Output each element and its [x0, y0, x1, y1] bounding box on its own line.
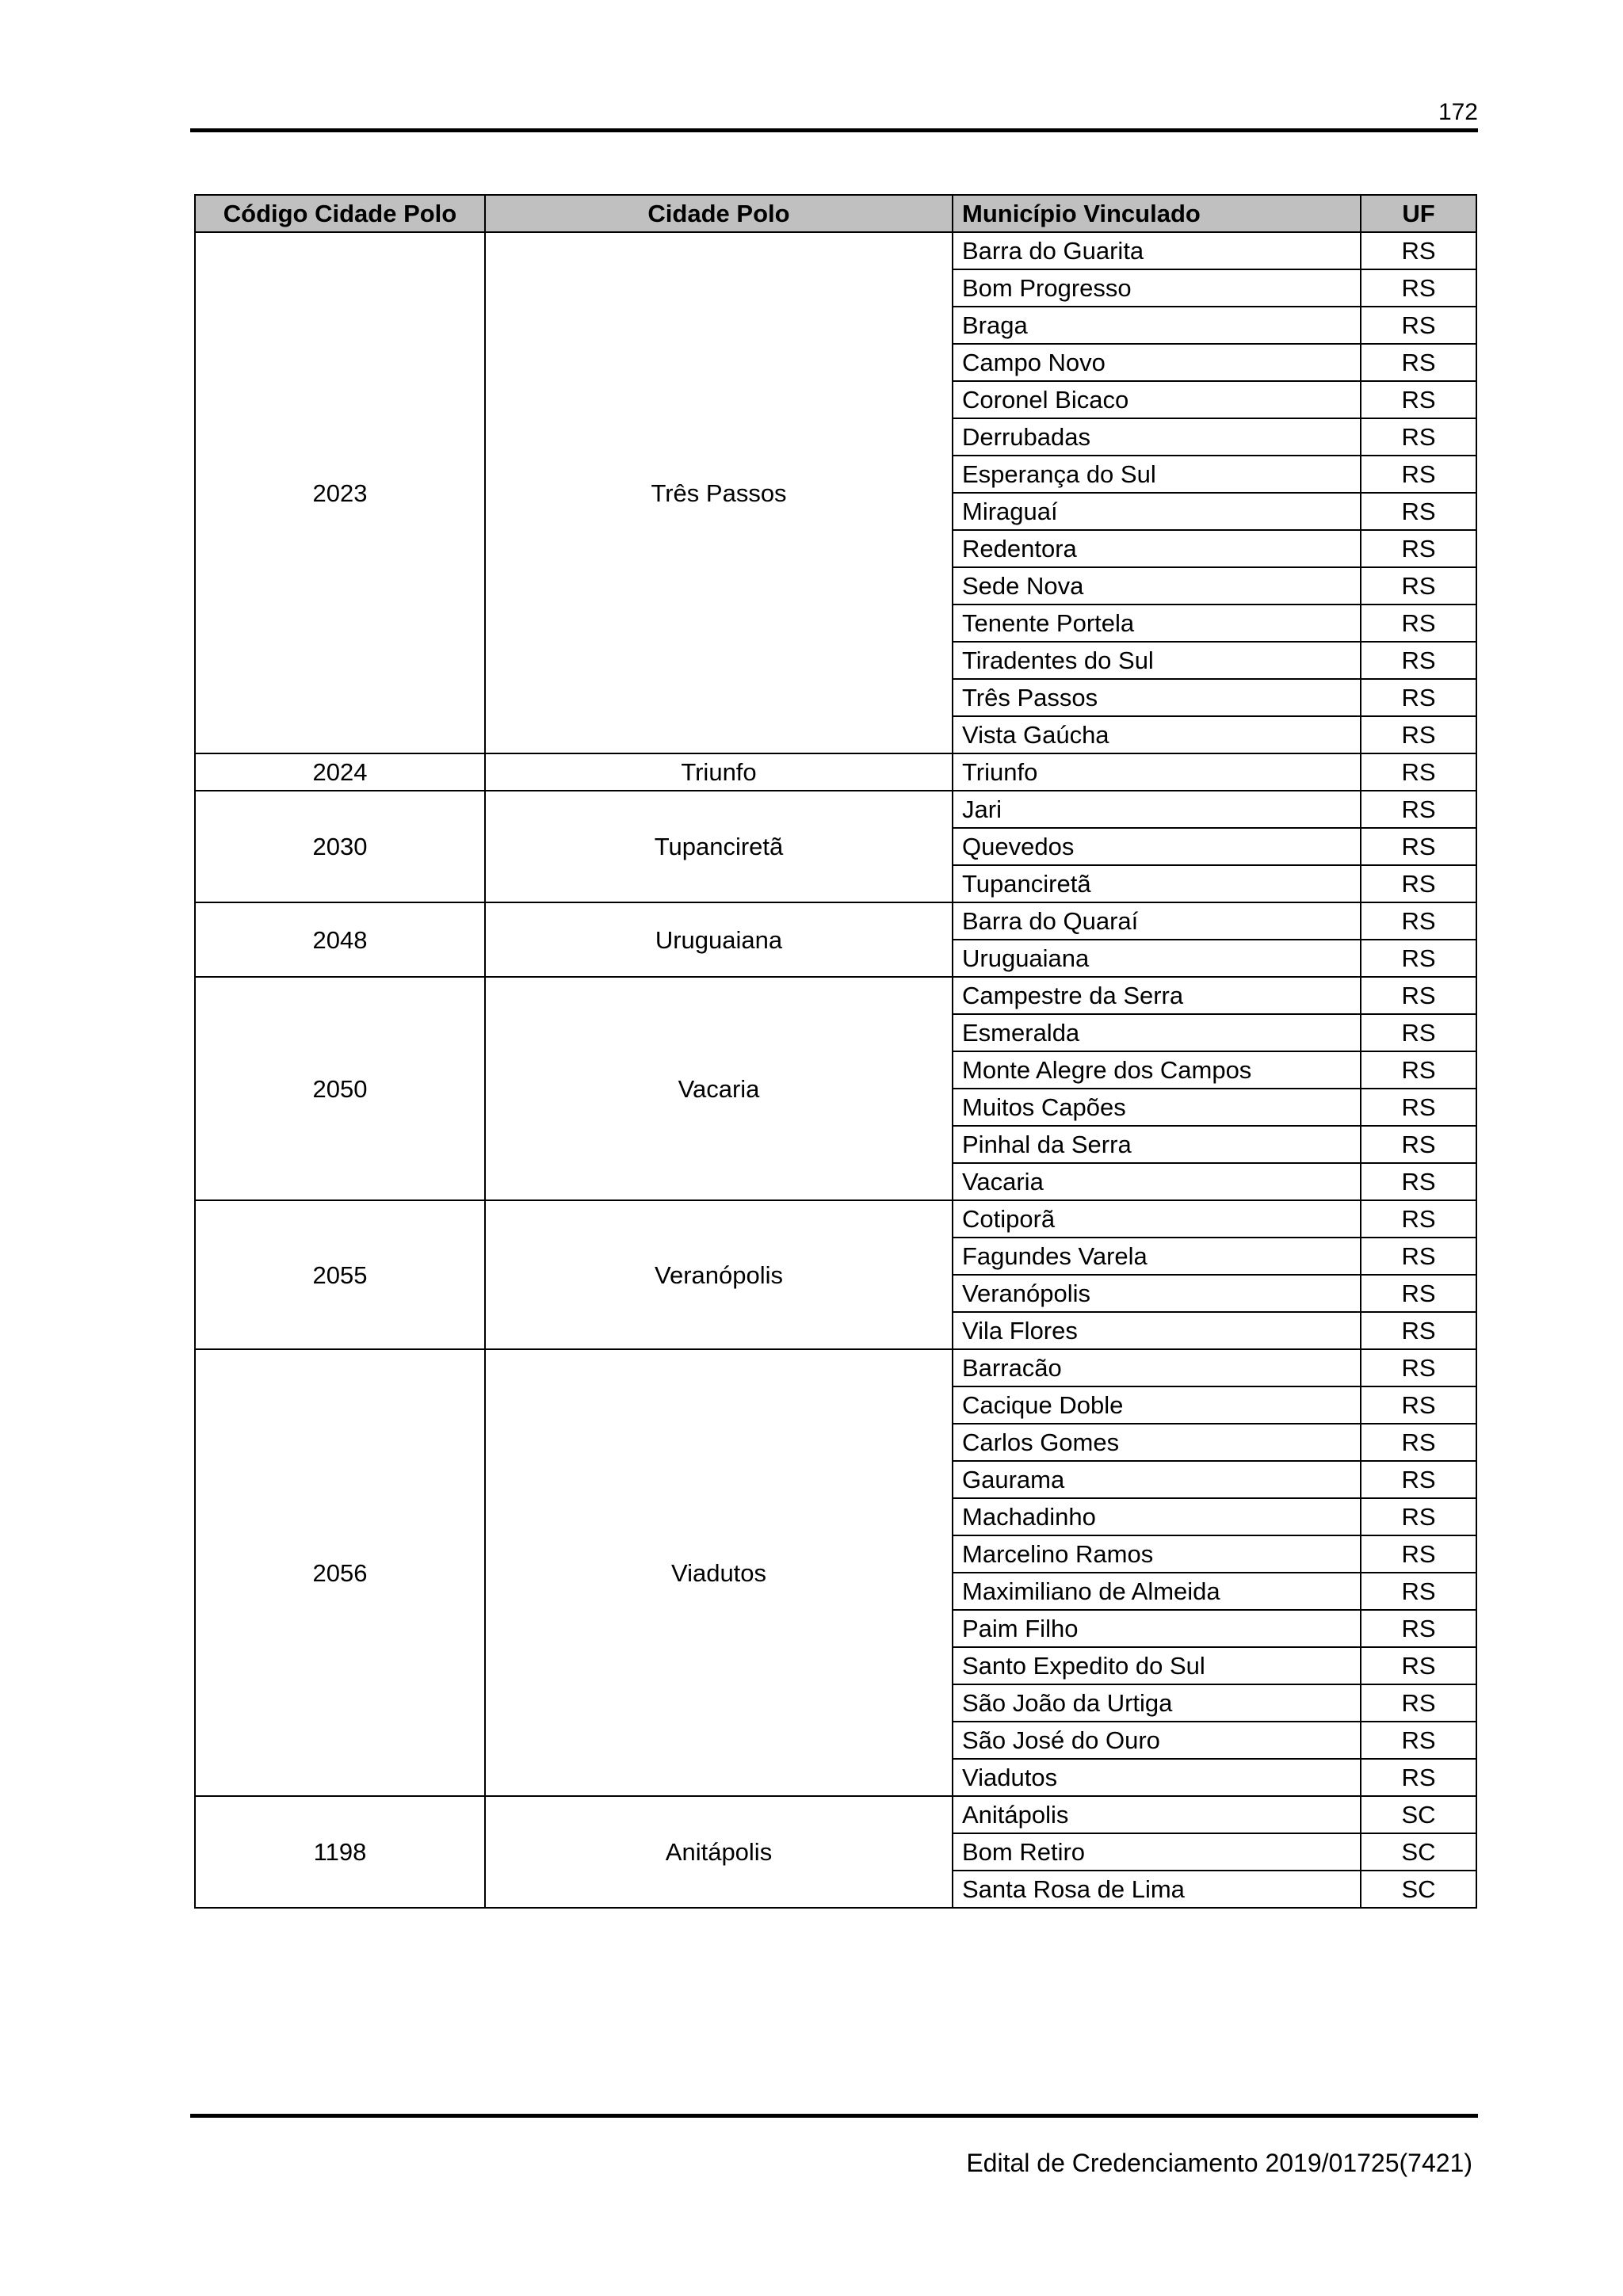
table-body: [195, 232, 1476, 1908]
uf-cell: RS: [1361, 1238, 1476, 1275]
table-row: [195, 232, 1476, 269]
uf-cell: RS: [1361, 269, 1476, 307]
table-row: [195, 791, 1476, 828]
table-row: [195, 1200, 1476, 1238]
uf-cell: RS: [1361, 1312, 1476, 1349]
municipio-vinculado-cell: Paim Filho: [953, 1610, 1361, 1647]
municipio-vinculado-cell: Braga: [953, 307, 1361, 344]
cidade-polo-cell: Anitápolis: [485, 1796, 953, 1908]
municipio-vinculado-cell: Quevedos: [953, 828, 1361, 865]
municipio-vinculado-cell: Santo Expedito do Sul: [953, 1647, 1361, 1684]
municipio-vinculado-cell: Campestre da Serra: [953, 977, 1361, 1014]
municipio-vinculado-cell: Sede Nova: [953, 567, 1361, 605]
municipio-vinculado-cell: Bom Progresso: [953, 269, 1361, 307]
municipio-vinculado-cell: Triunfo: [953, 753, 1361, 791]
uf-cell: RS: [1361, 902, 1476, 940]
table-row: [195, 902, 1476, 940]
table-row: [195, 753, 1476, 791]
page-number: 172: [1438, 99, 1478, 125]
codigo-cidade-polo-cell: 2030: [195, 791, 485, 902]
uf-cell: RS: [1361, 791, 1476, 828]
uf-cell: RS: [1361, 1759, 1476, 1796]
uf-cell: RS: [1361, 344, 1476, 381]
municipio-vinculado-cell: Jari: [953, 791, 1361, 828]
uf-cell: RS: [1361, 307, 1476, 344]
uf-cell: RS: [1361, 1461, 1476, 1498]
uf-cell: RS: [1361, 1722, 1476, 1759]
municipio-vinculado-cell: Anitápolis: [953, 1796, 1361, 1833]
header-cidade-polo: Cidade Polo: [485, 195, 953, 232]
uf-cell: RS: [1361, 716, 1476, 753]
municipio-vinculado-cell: Tenente Portela: [953, 605, 1361, 642]
table-row: [195, 977, 1476, 1014]
uf-cell: RS: [1361, 1163, 1476, 1200]
municipio-vinculado-cell: Cotiporã: [953, 1200, 1361, 1238]
municipio-vinculado-cell: Veranópolis: [953, 1275, 1361, 1312]
uf-cell: RS: [1361, 1089, 1476, 1126]
municipio-vinculado-cell: Redentora: [953, 530, 1361, 567]
uf-cell: RS: [1361, 940, 1476, 977]
municipio-vinculado-cell: Três Passos: [953, 679, 1361, 716]
municipio-vinculado-cell: Vila Flores: [953, 1312, 1361, 1349]
uf-cell: RS: [1361, 418, 1476, 456]
codigo-cidade-polo-cell: 2048: [195, 902, 485, 977]
municipio-vinculado-cell: Machadinho: [953, 1498, 1361, 1535]
municipio-vinculado-cell: Esmeralda: [953, 1014, 1361, 1051]
uf-cell: SC: [1361, 1833, 1476, 1871]
uf-cell: RS: [1361, 642, 1476, 679]
uf-cell: SC: [1361, 1871, 1476, 1908]
cidade-polo-cell: Vacaria: [485, 977, 953, 1200]
municipio-vinculado-cell: Coronel Bicaco: [953, 381, 1361, 418]
municipio-vinculado-cell: Campo Novo: [953, 344, 1361, 381]
uf-cell: RS: [1361, 232, 1476, 269]
cidade-polo-cell: Viadutos: [485, 1349, 953, 1796]
municipio-vinculado-cell: Derrubadas: [953, 418, 1361, 456]
uf-cell: RS: [1361, 493, 1476, 530]
municipio-vinculado-cell: Santa Rosa de Lima: [953, 1871, 1361, 1908]
municipio-vinculado-cell: São José do Ouro: [953, 1722, 1361, 1759]
municipio-vinculado-cell: Barra do Guarita: [953, 232, 1361, 269]
municipio-vinculado-cell: Uruguaiana: [953, 940, 1361, 977]
municipio-vinculado-cell: Muitos Capões: [953, 1089, 1361, 1126]
municipio-vinculado-cell: Marcelino Ramos: [953, 1535, 1361, 1573]
codigo-cidade-polo-cell: 1198: [195, 1796, 485, 1908]
municipio-vinculado-cell: Vista Gaúcha: [953, 716, 1361, 753]
uf-cell: RS: [1361, 1200, 1476, 1238]
uf-cell: RS: [1361, 1684, 1476, 1722]
municipio-vinculado-cell: Maximiliano de Almeida: [953, 1573, 1361, 1610]
header-uf: UF: [1361, 195, 1476, 232]
codigo-cidade-polo-cell: 2023: [195, 232, 485, 753]
codigo-cidade-polo-cell: 2056: [195, 1349, 485, 1796]
municipio-vinculado-cell: Monte Alegre dos Campos: [953, 1051, 1361, 1089]
municipio-vinculado-cell: Miraguaí: [953, 493, 1361, 530]
codigo-cidade-polo-cell: 2055: [195, 1200, 485, 1349]
table-header-row: [195, 195, 1476, 232]
codigo-cidade-polo-cell: 2050: [195, 977, 485, 1200]
cidade-polo-cell: Tupanciretã: [485, 791, 953, 902]
municipio-vinculado-cell: Barra do Quaraí: [953, 902, 1361, 940]
footer-text: Edital de Credenciamento 2019/01725(7421): [966, 2149, 1472, 2177]
uf-cell: RS: [1361, 1014, 1476, 1051]
uf-cell: RS: [1361, 1386, 1476, 1424]
header-codigo-cidade-polo: Código Cidade Polo: [195, 195, 485, 232]
uf-cell: RS: [1361, 530, 1476, 567]
municipio-vinculado-cell: Gaurama: [953, 1461, 1361, 1498]
uf-cell: RS: [1361, 1349, 1476, 1386]
municipio-vinculado-cell: Carlos Gomes: [953, 1424, 1361, 1461]
uf-cell: RS: [1361, 977, 1476, 1014]
header-municipio-vinculado: Município Vinculado: [953, 195, 1361, 232]
municipio-vinculado-cell: Cacique Doble: [953, 1386, 1361, 1424]
table-row: [195, 1796, 1476, 1833]
municipio-vinculado-cell: Viadutos: [953, 1759, 1361, 1796]
municipio-vinculado-cell: Fagundes Varela: [953, 1238, 1361, 1275]
uf-cell: RS: [1361, 381, 1476, 418]
cidade-polo-cell: Três Passos: [485, 232, 953, 753]
municipio-vinculado-cell: Barracão: [953, 1349, 1361, 1386]
uf-cell: RS: [1361, 1647, 1476, 1684]
uf-cell: RS: [1361, 828, 1476, 865]
cidade-polo-cell: Uruguaiana: [485, 902, 953, 977]
uf-cell: RS: [1361, 1424, 1476, 1461]
uf-cell: RS: [1361, 456, 1476, 493]
uf-cell: RS: [1361, 605, 1476, 642]
municipio-vinculado-cell: Pinhal da Serra: [953, 1126, 1361, 1163]
uf-cell: RS: [1361, 1610, 1476, 1647]
header-rule: [190, 128, 1478, 132]
municipio-vinculado-cell: Bom Retiro: [953, 1833, 1361, 1871]
codigo-cidade-polo-cell: 2024: [195, 753, 485, 791]
uf-cell: RS: [1361, 1275, 1476, 1312]
uf-cell: RS: [1361, 865, 1476, 902]
cidade-polo-cell: Veranópolis: [485, 1200, 953, 1349]
polo-table: [194, 194, 1477, 1909]
municipio-vinculado-cell: Tupanciretã: [953, 865, 1361, 902]
uf-cell: RS: [1361, 567, 1476, 605]
municipio-vinculado-cell: Vacaria: [953, 1163, 1361, 1200]
uf-cell: SC: [1361, 1796, 1476, 1833]
footer-rule: [190, 2114, 1478, 2118]
uf-cell: RS: [1361, 1535, 1476, 1573]
uf-cell: RS: [1361, 1573, 1476, 1610]
municipio-vinculado-cell: Esperança do Sul: [953, 456, 1361, 493]
municipio-vinculado-cell: São João da Urtiga: [953, 1684, 1361, 1722]
uf-cell: RS: [1361, 1126, 1476, 1163]
uf-cell: RS: [1361, 1051, 1476, 1089]
municipio-vinculado-cell: Tiradentes do Sul: [953, 642, 1361, 679]
uf-cell: RS: [1361, 753, 1476, 791]
uf-cell: RS: [1361, 1498, 1476, 1535]
table-row: [195, 1349, 1476, 1386]
cidade-polo-cell: Triunfo: [485, 753, 953, 791]
uf-cell: RS: [1361, 679, 1476, 716]
